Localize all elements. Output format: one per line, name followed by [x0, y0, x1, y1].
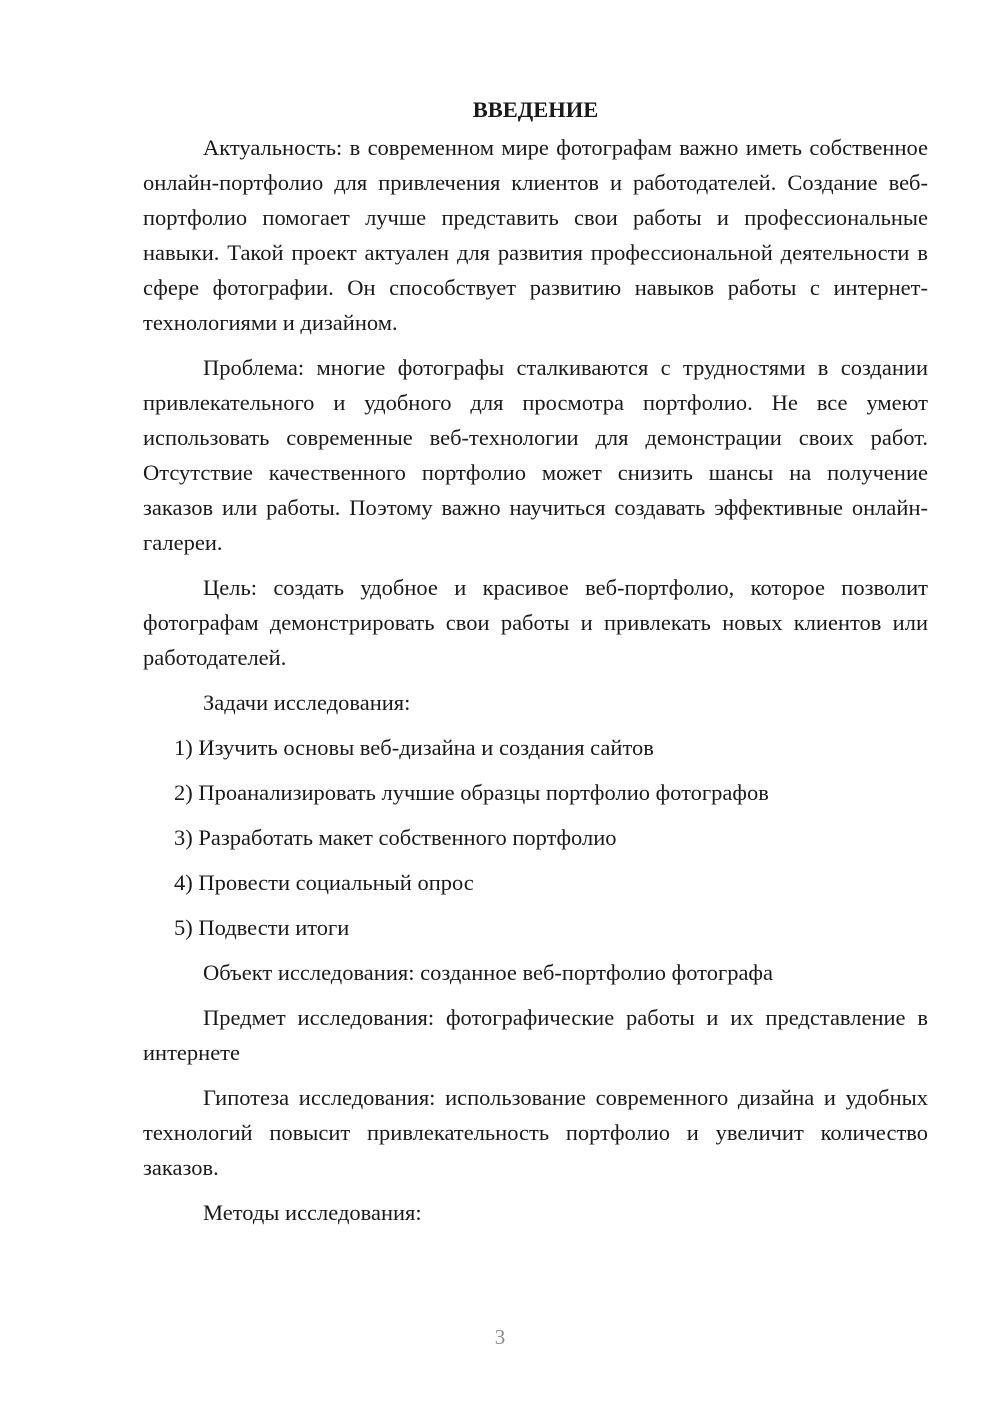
- document-page: [143, 92, 928, 1240]
- subject-paragraph: Предмет исследования: фотографические работы и их представление в интернете: [143, 1005, 928, 1065]
- list-item: 1) Изучить основы веб-дизайна и создания сайтов: [174, 735, 654, 760]
- list-item: 5) Подвести итоги: [174, 915, 350, 940]
- list-item: 4) Провести социальный опрос: [174, 870, 474, 895]
- goal-paragraph: Цель: создать удобное и красивое веб-портфолио, которое позволит фотографам демонстрировать свои работы и привлекать новых клиентов или работодателей.: [143, 575, 928, 670]
- page-number: 3: [494, 1325, 506, 1349]
- problem-paragraph: Проблема: многие фотографы сталкиваются с трудностями в создании привлекательного и удобного для просмотра портфолио. Не все умеют использовать современные веб-технологии для демонстрации своих работ. Отсутствие качественного портфолио может снизить шансы на получение заказов или работы. Поэтому важно научиться создавать эффективные онлайн-галереи.: [143, 355, 928, 555]
- object-paragraph: Объект исследования: созданное веб-портфолио фотографа: [203, 960, 773, 985]
- relevance-paragraph: Актуальность: в современном мире фотографам важно иметь собственное онлайн-портфолио для привлечения клиентов и работодателей. Создание веб-портфолио помогает лучше представить свои работы и профессиональные навыки. Такой проект актуален для развития профессиональной деятельности в сфере фотографии. Он способствует развитию навыков работы с интернет-технологиями и дизайном.: [143, 135, 928, 335]
- tasks-heading: Задачи исследования:: [203, 690, 411, 715]
- tasks-list: [143, 730, 928, 945]
- section-title: ВВЕДЕНИЕ: [472, 97, 599, 122]
- hypothesis-paragraph: Гипотеза исследования: использование современного дизайна и удобных технологий повысит привлекательность портфолио и увеличит количество заказов.: [143, 1085, 928, 1180]
- list-item: 3) Разработать макет собственного портфолио: [174, 825, 617, 850]
- list-item: 2) Проанализировать лучшие образцы портфолио фотографов: [174, 780, 769, 805]
- methods-heading: Методы исследования:: [203, 1200, 422, 1225]
